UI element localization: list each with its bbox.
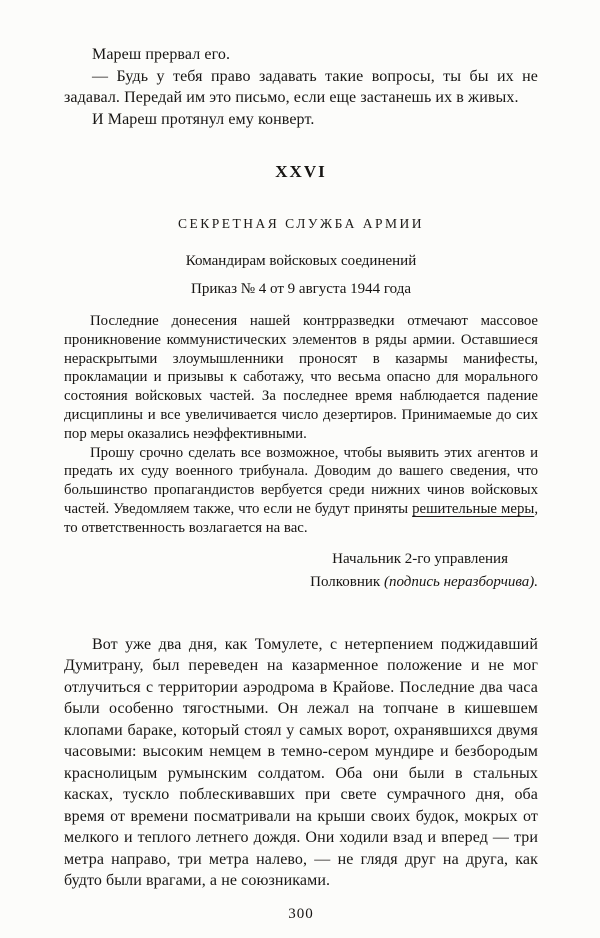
- chapter-heading: XXVI: [275, 162, 327, 181]
- signature-illegible-note: (подпись неразборчива).: [383, 573, 538, 590]
- paragraph-maresh-interrupted: Мареш прервал его.: [92, 46, 231, 63]
- paragraph-dialogue: — Будь у тебя право задавать такие вопросы, ты бы их не задавал. Передай им это письмо, если еще застанешь их в живых.: [64, 67, 538, 106]
- order-title: СЕКРЕТНАЯ СЛУЖБА АРМИИ: [177, 216, 425, 231]
- narrative-main-section: [64, 634, 538, 892]
- signature-role: Полковник: [310, 573, 384, 590]
- order-paragraph-1: Последние донесения нашей контрразведки отмечают массовое проникновение коммунистических элементов в ряды армии. Оставшиеся нераскрытыми злоумышленники проносят в казармы манифесты, прокламации и призывы к саботажу, что весьма опасно для морального состояния войсковых частей. За последнее время наблюдается падение дисциплины и все увеличивается число дезертиров. Принимаемые до сих пор меры оказались неэффективными.: [64, 313, 538, 442]
- order-number-heading: Приказ № 4 от 9 августа 1944 года: [190, 281, 411, 297]
- order-paragraph-2: [64, 444, 538, 538]
- signature-colonel-line: [64, 571, 538, 594]
- narrative-top-section: [64, 44, 538, 130]
- order-paragraph-2-text: Прошу срочно сделать все возможное, чтобы выявить этих агентов и предать их суду военного трибунала. Доводим до вашего сведения, что большинство пропагандистов вербуется среди нижних чинов войсковых частей. Уведомляем также, что если не будут приняты: [64, 444, 538, 517]
- paragraph-envelope: И Мареш протянул ему конверт.: [92, 110, 315, 128]
- order-paragraph-2-tail: , то ответственность возлагается на вас.: [64, 500, 539, 536]
- signature-rank-line: Начальник 2-го управления: [332, 550, 508, 567]
- order-addressee: Командирам войсковых соединений: [185, 253, 417, 269]
- paragraph-tomulete: Вот уже два дня, как Томулете, с нетерпением поджидавший Думитрану, был переведен на казарменное положение и не мог отлучиться с территории аэродрома в Крайове. Последние два часа были особенно тягостными. Он лежал на топчане в кишевшем клопами бараке, который стоял у самых ворот, охранявшихся двумя часовыми: высоким немцем в темно-сером мундире и безбородым краснолицым румынским солдатом. Оба они были в стальных касках, тускло поблескивавших при свете сумрачного дня, оба время от времени посматривали на крыши своих будок, мокрых от мелкого и теплого летнего дождя. Они ходили взад и вперед — три метра направо, три метра налево, — не глядя друг на друга, как будто были врагами, а не союзниками.: [64, 635, 538, 890]
- order-paragraph-2-underlined-phrase: решительные меры: [412, 500, 535, 517]
- army-order-document: [64, 216, 538, 594]
- page-number: 300: [288, 905, 314, 922]
- signature-block: [64, 548, 538, 594]
